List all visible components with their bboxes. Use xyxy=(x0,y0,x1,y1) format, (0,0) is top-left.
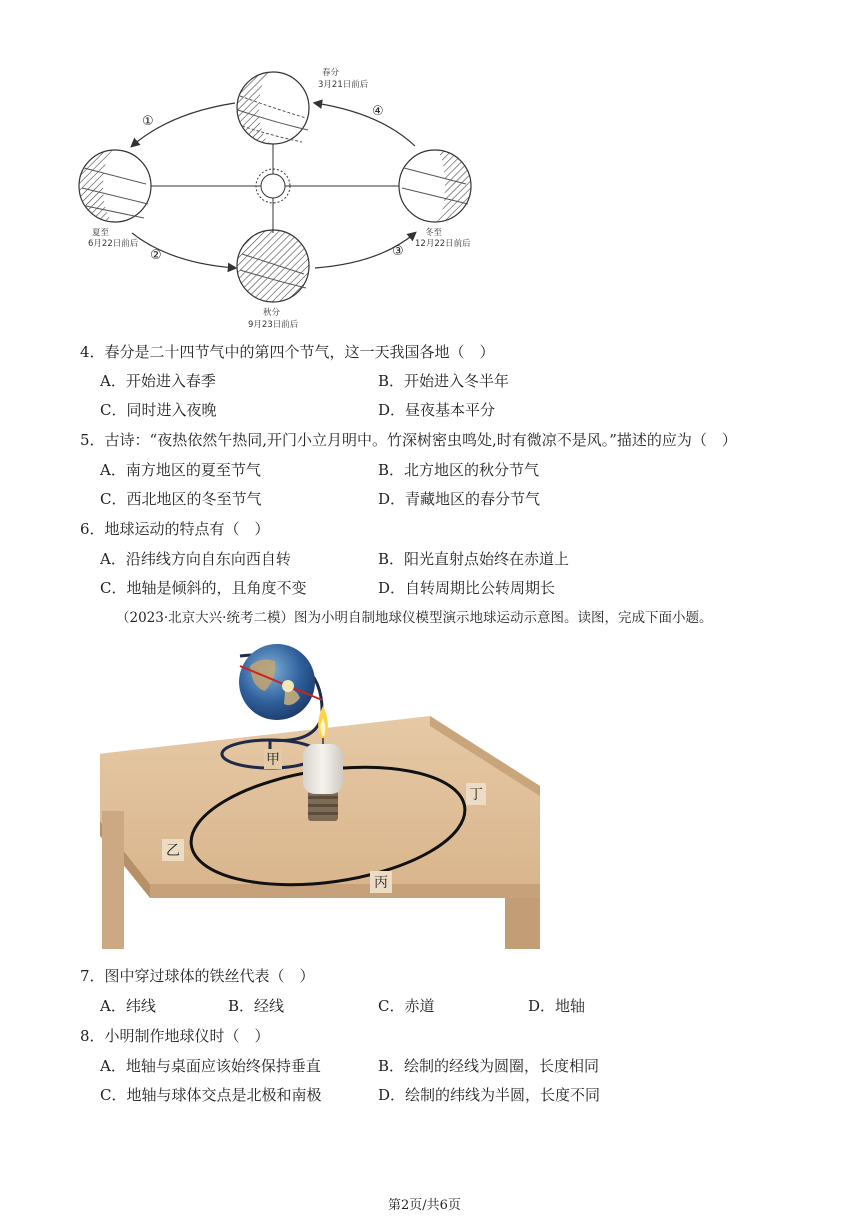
section-intro: （2023·北京大兴·统考二模）图为小明自制地球仪模型演示地球运动示意图。读图，完成下面小题。 xyxy=(116,610,713,626)
candle-icon xyxy=(303,706,343,821)
autumn-name: 秋分 xyxy=(263,308,281,318)
globe-model-svg xyxy=(100,636,620,954)
page-footer: 第2页/共6页 xyxy=(388,1198,461,1213)
q5-option-c: C．西北地区的冬至节气 xyxy=(100,490,262,508)
autumn-date: 9月23日前后 xyxy=(248,320,299,330)
question-6-stem: 6．地球运动的特点有（ ） xyxy=(80,520,270,538)
spring-date: 3月21日前后 xyxy=(318,80,369,90)
q6-option-d: D．自转周期比公转周期长 xyxy=(378,579,556,597)
q6-option-a: A．沿纬线方向自东向西自转 xyxy=(100,550,291,568)
position-label-bing: 丙 xyxy=(370,871,392,893)
position-label-yi: 乙 xyxy=(162,839,184,861)
q4-option-b: B．开始进入冬半年 xyxy=(378,372,510,390)
globe-autumn xyxy=(237,230,309,302)
q4-option-c: C．同时进入夜晚 xyxy=(100,401,217,419)
globe-icon xyxy=(239,644,322,720)
arrow-label-1: ① xyxy=(142,114,154,129)
q7-option-d: D．地轴 xyxy=(528,997,586,1015)
globe-winter xyxy=(399,150,471,222)
q5-option-b: B．北方地区的秋分节气 xyxy=(378,461,540,479)
q5-option-d: D．青藏地区的春分节气 xyxy=(378,490,541,508)
q8-option-b: B．绘制的经线为圆圈，长度相同 xyxy=(378,1057,600,1075)
arrow-label-2: ② xyxy=(150,248,162,263)
summer-name: 夏至 xyxy=(92,228,110,238)
q6-option-b: B．阳光直射点始终在赤道上 xyxy=(378,550,570,568)
q6-option-c: C．地轴是倾斜的，且角度不变 xyxy=(100,579,307,597)
q5-option-a: A．南方地区的夏至节气 xyxy=(100,461,261,479)
q8-option-d: D．绘制的纬线为半圆，长度不同 xyxy=(378,1086,601,1104)
question-7-stem: 7．图中穿过球体的铁丝代表（ ） xyxy=(80,967,315,985)
summer-date: 6月22日前后 xyxy=(88,239,139,249)
globe-model-illustration xyxy=(100,636,620,954)
question-4-stem: 4．春分是二十四节气中的第四个节气，这一天我国各地（ ） xyxy=(80,343,495,361)
q7-option-b: B．经线 xyxy=(228,997,285,1015)
spring-name: 春分 xyxy=(322,68,340,78)
globe-spring xyxy=(237,72,309,144)
q4-option-d: D．昼夜基本平分 xyxy=(378,401,496,419)
orbit-diagram-svg xyxy=(70,58,490,338)
question-8-stem: 8．小明制作地球仪时（ ） xyxy=(80,1027,270,1045)
q7-option-c: C．赤道 xyxy=(378,997,435,1015)
winter-date: 12月22日前后 xyxy=(415,239,471,249)
globe-summer xyxy=(79,150,151,222)
arrow-label-3: ③ xyxy=(392,244,404,259)
winter-name: 冬至 xyxy=(425,228,443,238)
orbit-diagram xyxy=(70,58,490,338)
question-5-stem: 5．古诗：“夜热依然午热同,开门小立月明中。竹深树密虫鸣处,时有微凉不是风。”描述的应为（ ） xyxy=(80,431,737,449)
q4-option-a: A．开始进入春季 xyxy=(100,372,216,390)
position-label-jia: 甲 xyxy=(264,749,282,769)
sun-icon xyxy=(256,169,290,203)
arrow-label-4: ④ xyxy=(372,104,384,119)
q8-option-c: C．地轴与球体交点是北极和南极 xyxy=(100,1086,322,1104)
position-label-ding: 丁 xyxy=(466,783,486,805)
q7-option-a: A．纬线 xyxy=(100,997,156,1015)
q8-option-a: A．地轴与桌面应该始终保持垂直 xyxy=(100,1057,321,1075)
